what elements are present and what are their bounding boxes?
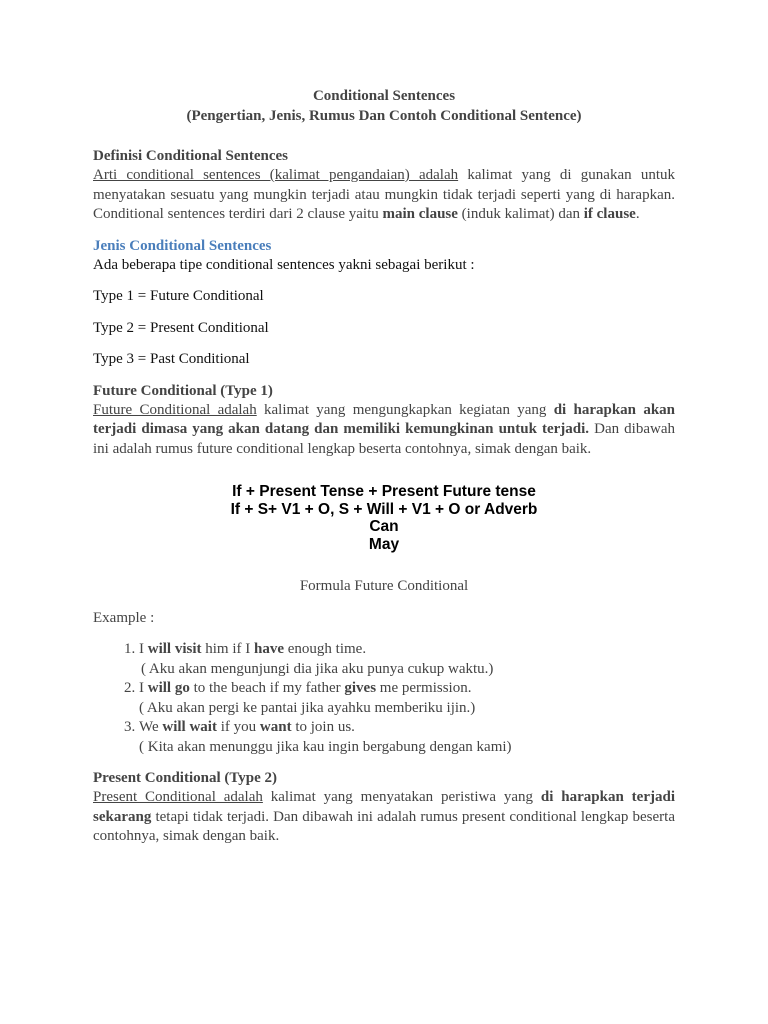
document-content (93, 86, 675, 847)
type-3: Type 3 = Past Conditional (93, 351, 250, 367)
example-item: 3. We will wait if you want to join us. ( Kita akan menunggu jika kau ingin bergabung dengan kami) (139, 718, 675, 757)
example-translation: ( Kita akan menunggu jika kau ingin bergabung dengan kami) (139, 738, 512, 755)
example-label: Example : (93, 609, 155, 626)
example-translation: ( Aku akan pergi ke pantai jika ayahku memberiku ijin.) (139, 699, 476, 716)
definisi-paragraph: Arti conditional sentences (kalimat pengandaian) adalah kalimat yang di gunakan untuk menyatakan sesuatu yang mungkin terjadi atau mungkin tidak terjadi seperti yang di harapkan. Conditional sentences terdiri dari 2 clause yaitu main clause (induk kalimat) dan if clause. (93, 167, 675, 222)
type-2: Type 2 = Present Conditional (93, 319, 269, 336)
definisi-underlined: Arti conditional sentences (kalimat pengandaian) adalah (93, 167, 459, 183)
type-1: Type 1 = Future Conditional (93, 288, 264, 304)
present-paragraph: Present Conditional adalah kalimat yang menyatakan peristiwa yang di harapkan terjadi sekarang tetapi tidak terjadi. Dan dibawah ini adalah rumus present conditional lengkap beserta contohnya, simak dengan baik. (93, 789, 675, 844)
jenis-heading: Jenis Conditional Sentences (93, 237, 272, 254)
formula-line: Can (369, 518, 399, 535)
formula-line: If + Present Tense + Present Future tense (232, 483, 536, 500)
example-item: 2. I will go to the beach if my father gives me permission. ( Aku akan pergi ke pantai jika ayahku memberiku ijin.) (139, 679, 675, 718)
example-translation: ( Aku akan mengunjungi dia jika aku punya cukup waktu.) (141, 660, 494, 677)
future-heading: Future Conditional (Type 1) (93, 382, 273, 399)
example-item: 1. I will visit him if I have enough time. ( Aku akan mengunjungi dia jika aku punya cukup waktu.) (139, 640, 675, 679)
present-heading: Present Conditional (Type 2) (93, 770, 278, 786)
future-paragraph: Future Conditional adalah kalimat yang mengungkapkan kegiatan yang di harapkan akan terjadi dimasa yang akan datang dan memiliki kemungkinan untuk terjadi. Dan dibawah ini adalah rumus future conditional lengkap beserta contohnya, simak dengan baik. (93, 401, 675, 457)
formula-line: May (368, 535, 400, 553)
formula-line: If + S+ V1 + O, S + Will + V1 + O or Adverb (230, 500, 538, 518)
jenis-intro: Ada beberapa tipe conditional sentences yakni sebagai berikut : (93, 256, 475, 273)
formula-caption: Formula Future Conditional (299, 578, 469, 594)
definisi-heading: Definisi Conditional Sentences (93, 148, 289, 164)
formula-image (229, 483, 539, 553)
document-subtitle: (Pengertian, Jenis, Rumus Dan Contoh Conditional Sentence) (186, 108, 582, 124)
document-title: Conditional Sentences (312, 88, 456, 104)
example-list (93, 640, 675, 757)
